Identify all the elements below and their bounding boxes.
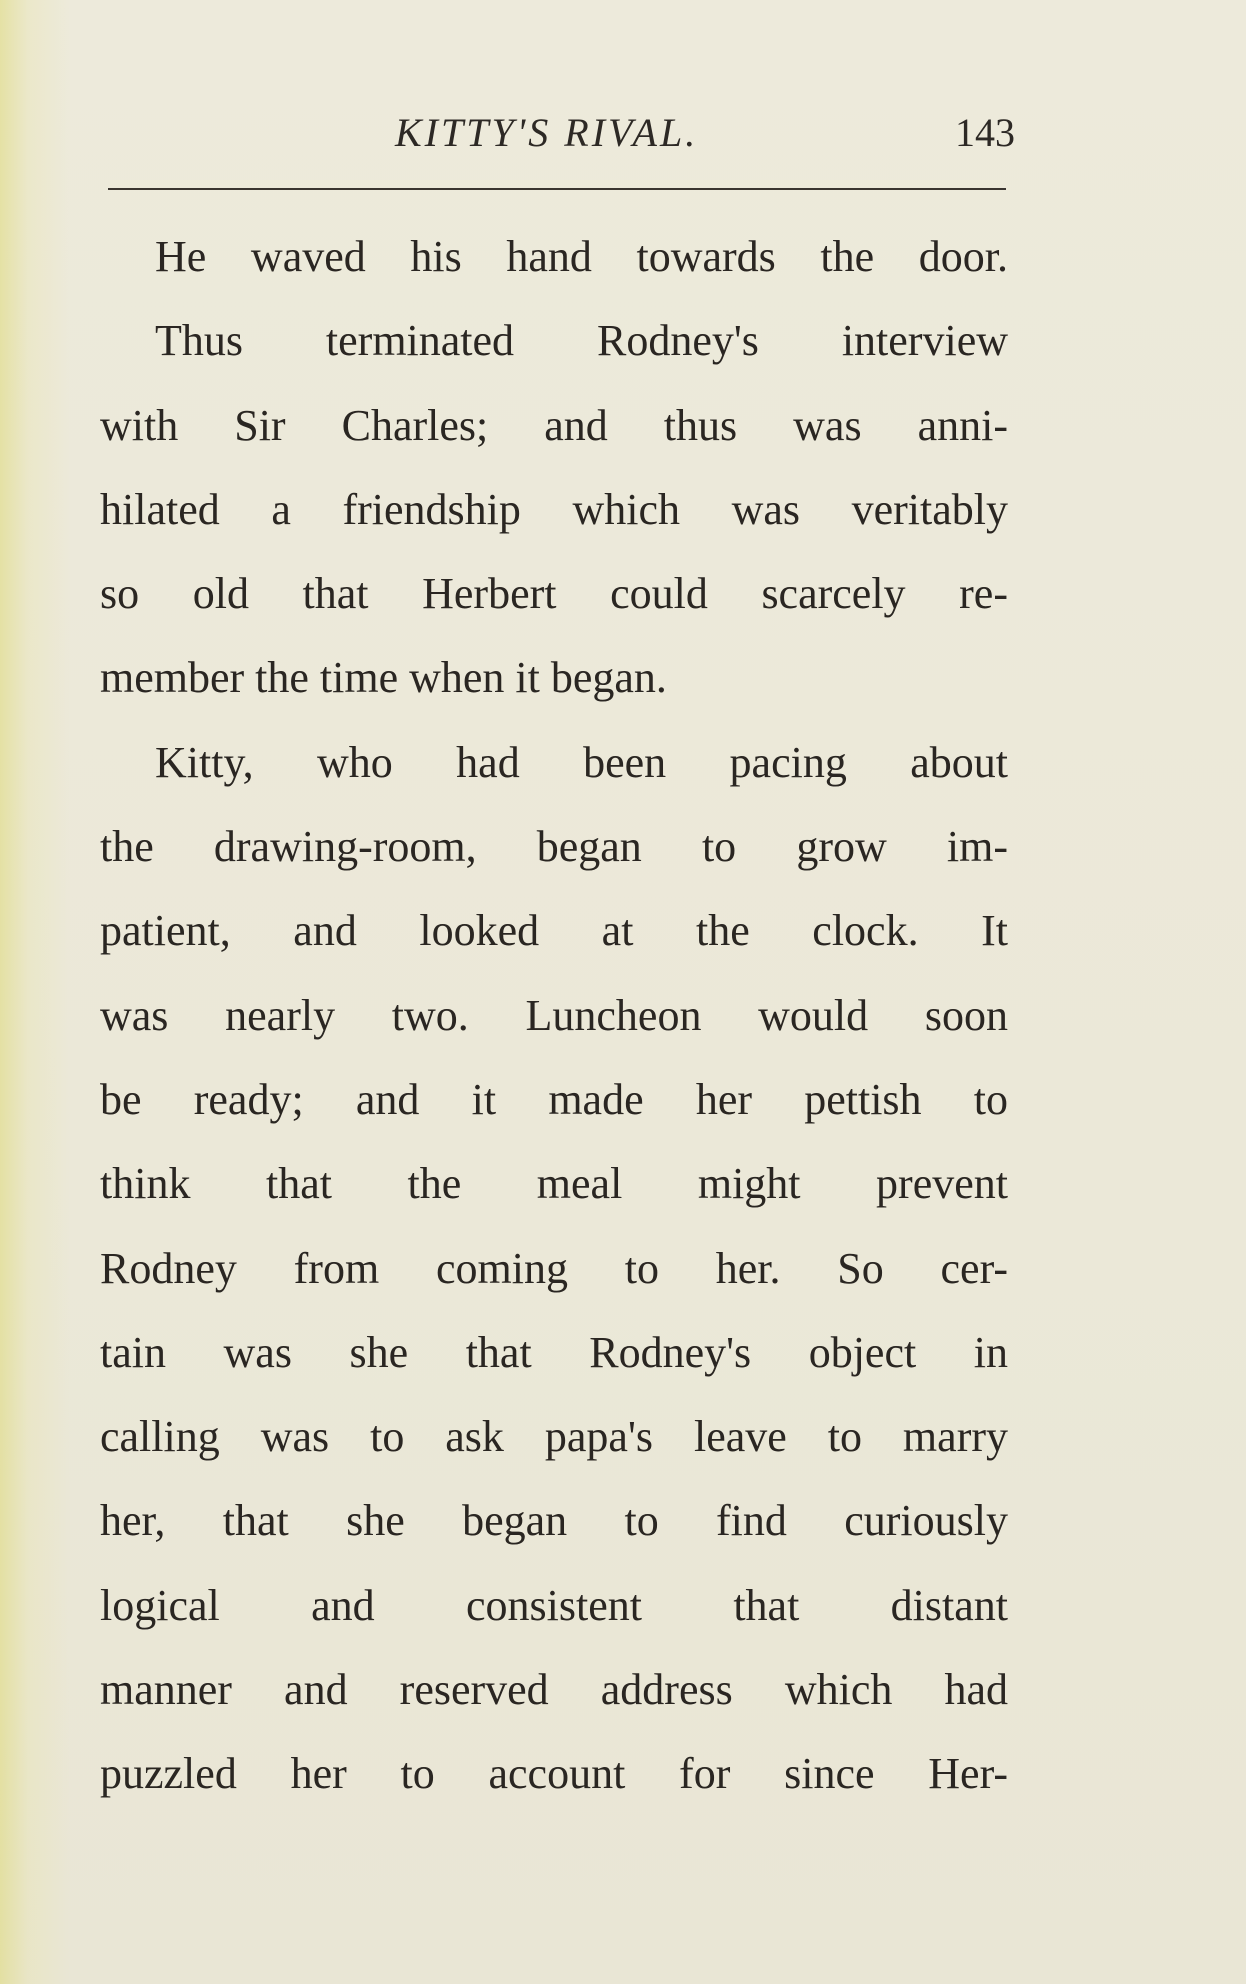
text-line: be ready; and it made her pettish to xyxy=(100,1074,1008,1124)
running-title: KITTY'S RIVAL. xyxy=(395,110,699,155)
text-line: He waved his hand towards the door. xyxy=(155,232,1008,281)
running-head xyxy=(0,108,1246,158)
text-line: her, that she began to find curiously xyxy=(100,1496,1008,1546)
text-line: Rodney from coming to her. So cer- xyxy=(100,1243,1008,1293)
header-rule xyxy=(108,188,1006,190)
text-line: member the time when it began. xyxy=(100,653,667,703)
text-line: Kitty, who had been pacing about xyxy=(155,737,1008,787)
text-line: tain was she that Rodney's object in xyxy=(100,1327,1008,1377)
text-line: so old that Herbert could scarcely re- xyxy=(100,569,1008,619)
text-line: manner and reserved address which had xyxy=(100,1665,1008,1715)
text-line: think that the meal might prevent xyxy=(100,1159,1008,1209)
text-line: puzzled her to account for since Her- xyxy=(100,1749,1008,1799)
text-line: hilated a friendship which was veritably xyxy=(100,484,1008,534)
text-line: calling was to ask papa's leave to marry xyxy=(100,1412,1008,1462)
text-line: logical and consistent that distant xyxy=(100,1580,1008,1630)
page-number: 143 xyxy=(955,110,1015,155)
text-line: Thus terminated Rodney's interview xyxy=(155,316,1008,366)
text-line: with Sir Charles; and thus was anni- xyxy=(100,400,1008,450)
body-text xyxy=(100,222,1008,1824)
text-line: patient, and looked at the clock. It xyxy=(100,906,1008,956)
text-line: the drawing-room, began to grow im- xyxy=(100,822,1008,872)
text-line: was nearly two. Luncheon would soon xyxy=(100,990,1008,1040)
